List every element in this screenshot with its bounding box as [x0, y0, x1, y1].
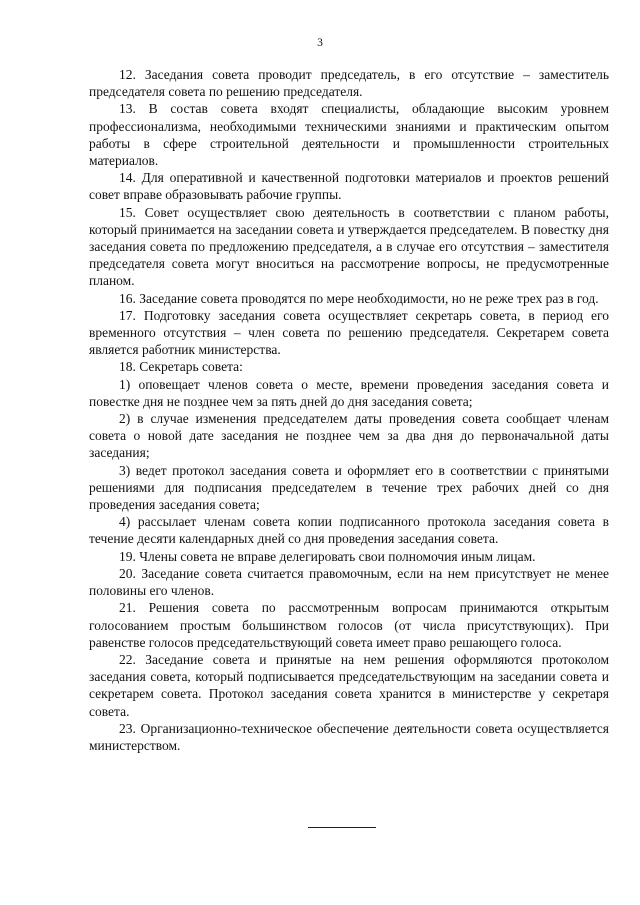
paragraph-17: 17. Подготовку заседания совета осуществляет секретарь совета, в период его временного отсутствия – член совета по решению председателя. Секретарем совета является работник министерства. [89, 307, 609, 358]
paragraph-20: 20. Заседание совета считается правомочным, если на нем присутствует не менее половины его членов. [89, 565, 609, 599]
paragraph-19: 19. Члены совета не вправе делегировать свои полномочия иным лицам. [119, 548, 536, 564]
paragraph-14: 14. Для оперативной и качественной подготовки материалов и проектов решений совет вправе образовывать рабочие группы. [89, 170, 609, 203]
paragraph-21: 21. Решения совета по рассмотренным вопросам принимаются открытым голосованием простым большинством голосов (от числа присутствующих). При равенстве голосов председательствующий совета имеет право решающего голоса. [89, 600, 609, 650]
paragraph-13: 13. В состав совета входят специалисты, обладающие высоким уровнем профессионализма, необходимыми техническими знаниями и практическим опытом работы в сфере строительной деятельности и промышленности строительных материалов. [89, 101, 609, 169]
document-body [89, 66, 609, 754]
paragraph-18-item-2: 2) в случае изменения председателем даты проведения совета сообщает членам совета о новой дате заседания не позднее чем за два дня до первоначальной даты заседания; [89, 411, 609, 461]
end-of-document-rule [308, 827, 376, 828]
paragraph-23: 23. Организационно-техническое обеспечение деятельности совета осуществляется министерством. [89, 720, 609, 753]
paragraph-16: 16. Заседание совета проводятся по мере необходимости, но не реже трех раз в год. [119, 290, 599, 306]
paragraph-15: 15. Совет осуществляет свою деятельность в соответствии с планом работы, который принимается на заседании совета и утверждается председателем. В повестку дня заседания совета по предложению председателя, а в случае его отсутствия – заместителя председателя совета могут вноситься на рассмотрение вопросы, не предусмотренные планом. [89, 204, 609, 289]
page-number: 3 [317, 37, 323, 49]
paragraph-18-item-4: 4) рассылает членам совета копии подписанного протокола заседания совета в течение десяти календарных дней со дня проведения заседания совета. [89, 514, 609, 547]
paragraph-18-item-1: 1) оповещает членов совета о месте, времени проведения заседания совета и повестке дня не позднее чем за пять дней до дня заседания совета; [89, 376, 609, 409]
paragraph-12: 12. Заседания совета проводит председатель, в его отсутствие – заместитель председателя совета по решению председателя. [89, 67, 609, 100]
paragraph-22: 22. Заседание совета и принятые на нем решения оформляются протоколом заседания совета, который подписывается председательствующим на заседании совета и секретарем совета. Протокол заседания совета хранится в министерстве у секретаря совета. [89, 651, 609, 719]
paragraph-18: 18. Секретарь совета: [119, 359, 243, 375]
paragraph-18-item-3: 3) ведет протокол заседания совета и оформляет его в соответствии с принятыми решениями для подписания председателем в течение трех рабочих дней со дня проведения заседания совета; [89, 462, 609, 513]
